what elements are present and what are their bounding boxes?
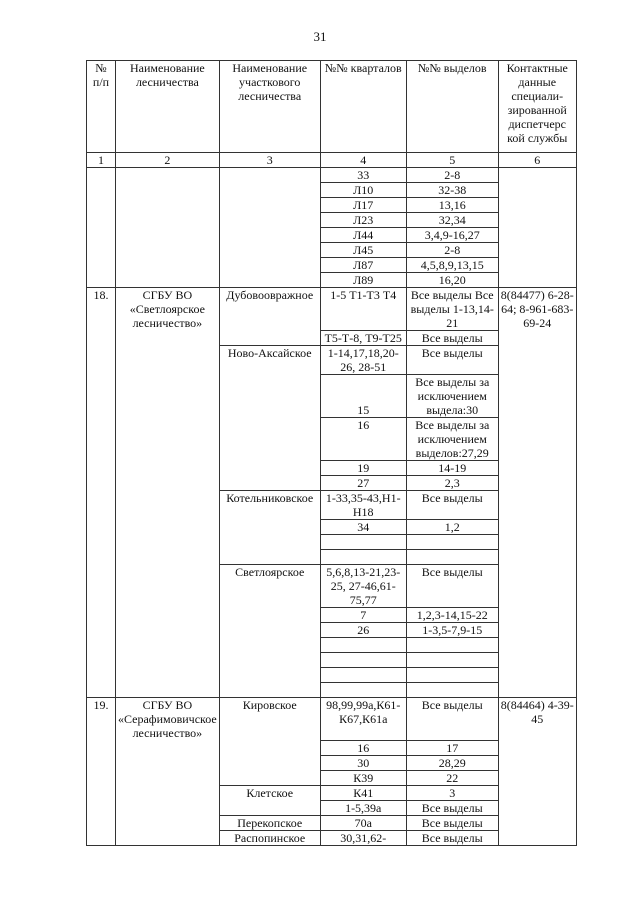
empty-cell [320,668,406,683]
page-number: 31 [313,29,327,44]
plot-cell: 2-8 [406,168,498,183]
empty-cell [320,638,406,653]
quarter-cell: Л45 [320,243,406,258]
quarter-cell: 16 [320,741,406,756]
empty-cell [406,535,498,550]
district-name: Светлоярское [219,565,320,698]
plot-cell: Все выделы [406,491,498,520]
quarter-cell: 16 [320,418,406,461]
plot-cell: 14-19 [406,461,498,476]
quarter-cell: Л10 [320,183,406,198]
quarter-cell: 26 [320,623,406,638]
quarter-cell: 33 [320,168,406,183]
empty-cell [498,168,576,288]
district-name: Перекопское [219,816,320,831]
district-name: Котельниковское [219,491,320,565]
empty-cell [320,683,406,698]
quarter-cell: 30 [320,756,406,771]
header-contacts: Контактные данные специали-зированной диспетчерс кой службы [498,61,576,153]
plot-cell: Все выделы [406,331,498,346]
plot-cell: 13,16 [406,198,498,213]
quarter-cell: 34 [320,520,406,535]
plot-cell: 2-8 [406,243,498,258]
district-name: Дубовоовражное [219,288,320,346]
contact-cell: 8(84464) 4-39-45 [498,698,576,846]
plot-cell: 3,4,9-16,27 [406,228,498,243]
empty-cell [320,550,406,565]
contact-cell: 8(84477) 6-28-64; 8-961-683-69-24 [498,288,576,698]
entry-number: 18. [87,288,116,698]
empty-cell [320,653,406,668]
quarter-cell: Л44 [320,228,406,243]
empty-cell [406,638,498,653]
header-district: Наименование участкового лесничества [219,61,320,153]
empty-cell [406,653,498,668]
plot-cell: Все выделы за исключением выдела:30 [406,375,498,418]
quarter-cell: Л89 [320,273,406,288]
plot-cell: Все выделы [406,801,498,816]
quarter-cell: К39 [320,771,406,786]
empty-cell [406,683,498,698]
plot-cell: Все выделы [406,698,498,741]
plot-cell: 32,34 [406,213,498,228]
header-col-number: 5 [406,153,498,168]
quarter-cell: К41 [320,786,406,801]
plot-cell: Все выделы [406,565,498,608]
forestry-table [86,60,577,846]
empty-cell [87,168,116,288]
plot-cell: 2,3 [406,476,498,491]
quarter-cell: 1-33,35-43,Н1-Н18 [320,491,406,520]
quarter-cell: Л23 [320,213,406,228]
quarter-cell: 5,6,8,13-21,23-25, 27-46,61-75,77 [320,565,406,608]
header-col-number: 1 [87,153,116,168]
plot-cell: 1,2,3-14,15-22 [406,608,498,623]
district-name: Кировское [219,698,320,786]
quarter-cell: 1-14,17,18,20-26, 28-51 [320,346,406,375]
plot-cell: 3 [406,786,498,801]
quarter-cell: 70а [320,816,406,831]
quarter-cell: 30,31,62- [320,831,406,846]
plot-cell: 28,29 [406,756,498,771]
plot-cell: Все выделы за исключением выделов:27,29 [406,418,498,461]
forestry-name: СГБУ ВО «Светлоярское лесничество» [116,288,220,698]
header-forestry: Наименование лесничества [116,61,220,153]
quarter-cell: 98,99,99а,К61-К67,К61а [320,698,406,741]
district-name: Ново-Аксайское [219,346,320,491]
header-col-number: 3 [219,153,320,168]
district-name: Клетское [219,786,320,816]
plot-cell: 22 [406,771,498,786]
empty-cell [219,168,320,288]
plot-cell: 1,2 [406,520,498,535]
header-number-row [87,153,577,168]
header-plots: №№ выделов [406,61,498,153]
plot-cell: 16,20 [406,273,498,288]
plot-cell: 1-3,5-7,9-15 [406,623,498,638]
header-row [87,61,577,153]
empty-cell [406,550,498,565]
district-name: Распопинское [219,831,320,846]
plot-cell: 32-38 [406,183,498,198]
table-row [87,288,577,331]
table-row [87,698,577,741]
header-col-number: 4 [320,153,406,168]
quarter-cell: 7 [320,608,406,623]
table-row [87,168,577,183]
quarter-cell: 1-5,39а [320,801,406,816]
header-num: № п/п [87,61,116,153]
entry-number: 19. [87,698,116,846]
plot-cell: 17 [406,741,498,756]
plot-cell: 4,5,8,9,13,15 [406,258,498,273]
empty-cell [320,535,406,550]
quarter-cell: Л87 [320,258,406,273]
plot-cell: Все выделы [406,346,498,375]
header-quarters: №№ кварталов [320,61,406,153]
quarter-cell: 27 [320,476,406,491]
empty-cell [406,668,498,683]
empty-cell [116,168,220,288]
plot-cell: Все выделы Все выделы 1-13,14-21 [406,288,498,331]
plot-cell: Все выделы [406,831,498,846]
quarter-cell: 15 [320,375,406,418]
quarter-cell: Л17 [320,198,406,213]
quarter-cell: 1-5 Т1-Т3 Т4 [320,288,406,331]
header-col-number: 6 [498,153,576,168]
header-col-number: 2 [116,153,220,168]
forestry-name: СГБУ ВО «Серафимовичское лесничество» [116,698,220,846]
quarter-cell: Т5-Т-8, Т9-Т25 [320,331,406,346]
quarter-cell: 19 [320,461,406,476]
plot-cell: Все выделы [406,816,498,831]
